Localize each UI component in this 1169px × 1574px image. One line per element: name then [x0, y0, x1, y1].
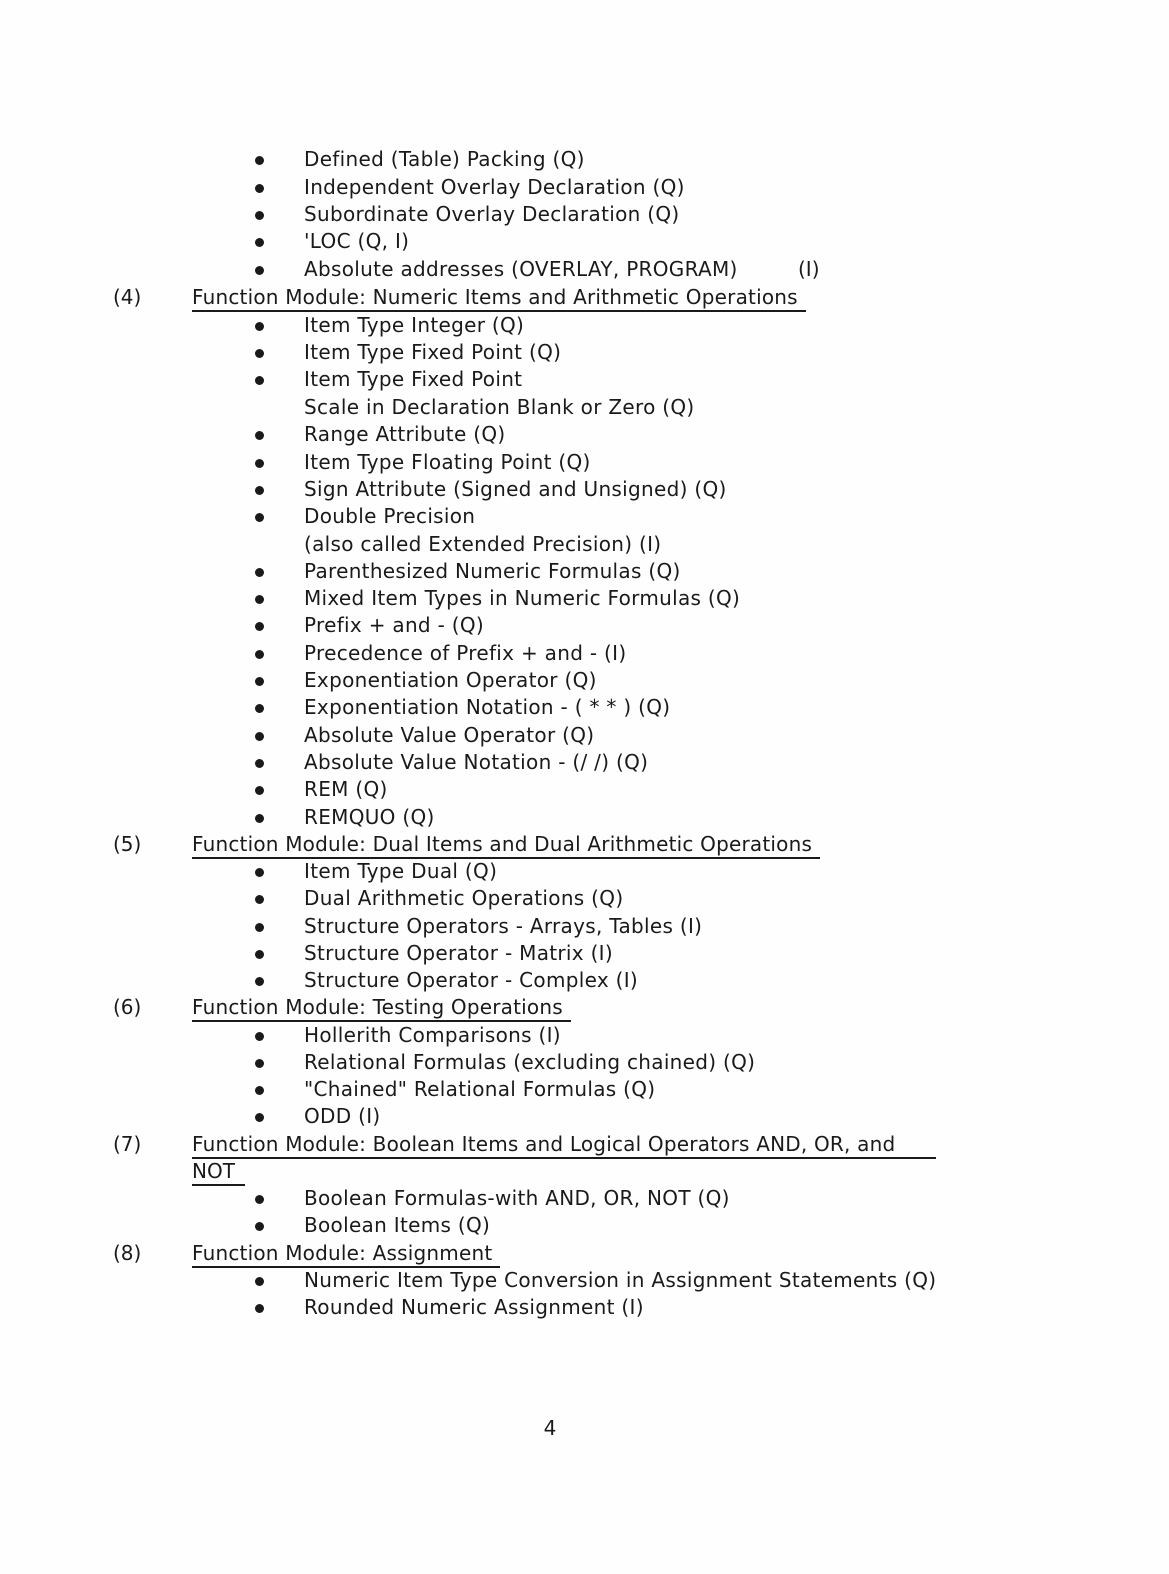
list-item [0, 913, 1169, 940]
list-item [0, 228, 1169, 255]
list-item [0, 640, 1169, 667]
bullet-icon [255, 156, 264, 165]
list-item-text: Item Type Fixed Point [304, 367, 523, 391]
bullet-icon [255, 950, 264, 959]
list-item-continuation [0, 394, 1169, 421]
list-item [0, 421, 1169, 448]
list-item-text: Range Attribute (Q) [304, 422, 506, 446]
list-item [0, 1103, 1169, 1130]
list-item-text: Absolute Value Operator (Q) [304, 723, 595, 747]
list-item [0, 174, 1169, 201]
bullet-icon [255, 1086, 264, 1095]
list-item [0, 339, 1169, 366]
section-title: Function Module: Dual Items and Dual Arithmetic Operations [192, 831, 820, 859]
list-item-text: Item Type Integer (Q) [304, 313, 525, 337]
bullet-icon [255, 677, 264, 686]
list-item-text: Item Type Dual (Q) [304, 859, 498, 883]
list-item [0, 1049, 1169, 1076]
page-number: 4 [543, 1416, 557, 1440]
bullet-icon [255, 513, 264, 522]
list-item-text: ODD (I) [304, 1104, 381, 1128]
list-item-text: Subordinate Overlay Declaration (Q) [304, 202, 680, 226]
list-item-text: Parenthesized Numeric Formulas (Q) [304, 559, 681, 583]
list-item-text: Mixed Item Types in Numeric Formulas (Q) [304, 586, 741, 610]
list-item-text: Dual Arithmetic Operations (Q) [304, 886, 624, 910]
bullet-icon [255, 650, 264, 659]
list-item [0, 449, 1169, 476]
list-item [0, 1267, 1169, 1294]
list-item [0, 558, 1169, 585]
bullet-icon [255, 266, 264, 275]
list-item-text: Structure Operator - Matrix (I) [304, 941, 613, 965]
list-item-text: Double Precision [304, 504, 476, 528]
list-item [0, 1185, 1169, 1212]
bullet-icon [255, 211, 264, 220]
section-number: (6) [113, 995, 142, 1019]
bullet-icon [255, 431, 264, 440]
bullet-icon [255, 786, 264, 795]
bullet-icon [255, 349, 264, 358]
list-item-text: Scale in Declaration Blank or Zero (Q) [304, 395, 695, 419]
list-item-text: "Chained" Relational Formulas (Q) [304, 1077, 656, 1101]
list-item-marker: (I) [798, 257, 820, 281]
list-item-text: Relational Formulas (excluding chained) (Q) [304, 1050, 756, 1074]
list-item [0, 804, 1169, 831]
bullet-icon [255, 1304, 264, 1313]
list-item-text: (also called Extended Precision) (I) [304, 532, 662, 556]
list-item [0, 858, 1169, 885]
list-item [0, 366, 1169, 393]
list-item-continuation [0, 531, 1169, 558]
list-item [0, 885, 1169, 912]
list-item-text: Exponentiation Notation - ( * * ) (Q) [304, 695, 671, 719]
bullet-icon [255, 868, 264, 877]
bullet-icon [255, 184, 264, 193]
section-heading [0, 994, 1169, 1021]
bullet-icon [255, 759, 264, 768]
list-item-text: Boolean Items (Q) [304, 1213, 491, 1237]
bullet-icon [255, 238, 264, 247]
list-item-text: REMQUO (Q) [304, 805, 435, 829]
bullet-icon [255, 1059, 264, 1068]
list-item [0, 667, 1169, 694]
list-item [0, 940, 1169, 967]
list-item [0, 612, 1169, 639]
list-item-text: Independent Overlay Declaration (Q) [304, 175, 685, 199]
section-number: (4) [113, 285, 142, 309]
bullet-icon [255, 568, 264, 577]
list-item [0, 201, 1169, 228]
section-heading [0, 1240, 1169, 1267]
list-item [0, 256, 1169, 283]
list-item-text: Sign Attribute (Signed and Unsigned) (Q) [304, 477, 727, 501]
list-item [0, 694, 1169, 721]
section-title: Function Module: Numeric Items and Arithmetic Operations [192, 284, 806, 312]
bullet-icon [255, 376, 264, 385]
list-item-text: Exponentiation Operator (Q) [304, 668, 597, 692]
section-heading [0, 284, 1169, 311]
section-title-continuation: NOT [192, 1158, 245, 1186]
list-item [0, 1294, 1169, 1321]
bullet-icon [255, 1195, 264, 1204]
list-item [0, 146, 1169, 173]
bullet-icon [255, 814, 264, 823]
bullet-icon [255, 704, 264, 713]
list-item [0, 967, 1169, 994]
list-item-text: Item Type Fixed Point (Q) [304, 340, 562, 364]
list-item-text: 'LOC (Q, I) [304, 229, 410, 253]
list-item [0, 476, 1169, 503]
list-item [0, 749, 1169, 776]
list-item-text: Absolute Value Notation - (/ /) (Q) [304, 750, 649, 774]
bullet-icon [255, 732, 264, 741]
list-item [0, 1076, 1169, 1103]
list-item-text: Rounded Numeric Assignment (I) [304, 1295, 644, 1319]
bullet-icon [255, 1032, 264, 1041]
list-item [0, 585, 1169, 612]
list-item-text: Item Type Floating Point (Q) [304, 450, 591, 474]
bullet-icon [255, 895, 264, 904]
bullet-icon [255, 622, 264, 631]
section-title: Function Module: Testing Operations [192, 994, 571, 1022]
section-heading [0, 831, 1169, 858]
bullet-icon [255, 1222, 264, 1231]
list-item [0, 312, 1169, 339]
list-item [0, 776, 1169, 803]
section-heading-continuation [0, 1158, 1169, 1185]
list-item-text: REM (Q) [304, 777, 388, 801]
list-item-text: Numeric Item Type Conversion in Assignment Statements (Q) [304, 1268, 937, 1292]
list-item-text: Absolute addresses (OVERLAY, PROGRAM) [304, 257, 738, 281]
list-item [0, 503, 1169, 530]
bullet-icon [255, 1113, 264, 1122]
bullet-icon [255, 459, 264, 468]
list-item [0, 722, 1169, 749]
bullet-icon [255, 977, 264, 986]
list-item-text: Boolean Formulas-with AND, OR, NOT (Q) [304, 1186, 730, 1210]
bullet-icon [255, 595, 264, 604]
list-item [0, 1212, 1169, 1239]
list-item-text: Structure Operators - Arrays, Tables (I) [304, 914, 703, 938]
list-item-text: Hollerith Comparisons (I) [304, 1023, 561, 1047]
section-title: Function Module: Assignment [192, 1240, 500, 1268]
section-heading [0, 1131, 1169, 1158]
section-number: (7) [113, 1132, 142, 1156]
list-item [0, 1022, 1169, 1049]
bullet-icon [255, 923, 264, 932]
section-number: (5) [113, 832, 142, 856]
bullet-icon [255, 1277, 264, 1286]
bullet-icon [255, 486, 264, 495]
list-item-text: Structure Operator - Complex (I) [304, 968, 639, 992]
section-title: Function Module: Boolean Items and Logical Operators AND, OR, and [192, 1131, 936, 1159]
list-item-text: Prefix + and - (Q) [304, 613, 485, 637]
section-number: (8) [113, 1241, 142, 1265]
bullet-icon [255, 322, 264, 331]
list-item-text: Precedence of Prefix + and - (I) [304, 641, 627, 665]
list-item-text: Defined (Table) Packing (Q) [304, 147, 585, 171]
